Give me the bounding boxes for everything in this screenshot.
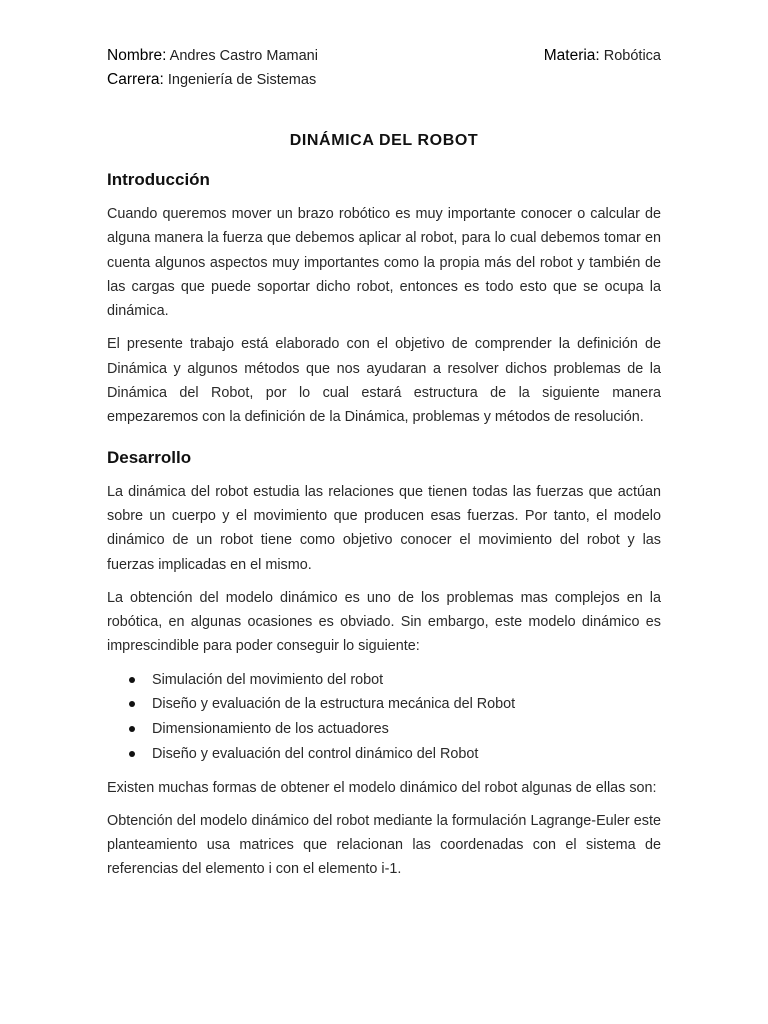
materia-value: Robótica	[599, 48, 661, 64]
bullet-text: Diseño y evaluación de la estructura mecánica del Robot	[152, 696, 516, 713]
bullet-dot-icon	[129, 751, 135, 757]
bullet-text: Diseño y evaluación del control dinámico del Robot	[152, 745, 479, 762]
bullet-dot-icon	[129, 726, 135, 732]
carrera-label: Carrera:	[107, 71, 164, 88]
materia-label: Materia:	[543, 47, 600, 64]
desarrollo-paragraph-3: Existen muchas formas de obtener el modelo dinámico del robot algunas de ellas son:	[107, 779, 657, 796]
document-title: DINÁMICA DEL ROBOT	[289, 132, 479, 149]
header-row-1	[107, 44, 661, 68]
intro-paragraph-2: El presente trabajo está elaborado con el objetivo de comprender la definición de Dinámica y algunos métodos que nos ayudaran a resolver dichos problemas de la Dinámica del Robot, por lo cual estará estructura de la siguiente manera empezaremos con la definición de la Dinámica, problemas y métodos de resolución.	[107, 336, 661, 426]
carrera-line	[107, 68, 316, 92]
bullet-item	[129, 668, 661, 693]
section-heading-introduccion: Introducción	[107, 170, 210, 189]
carrera-value: Ingeniería de Sistemas	[163, 72, 317, 88]
header-row-2	[107, 68, 661, 92]
nombre-line	[107, 44, 318, 68]
bullet-dot-icon	[129, 677, 135, 683]
materia-line	[544, 44, 661, 68]
requirements-bullet-list	[107, 668, 661, 767]
intro-paragraph-1: Cuando queremos mover un brazo robótico es muy importante conocer o calcular de alguna manera la fuerza que debemos aplicar al robot, para lo cual debemos tomar en cuenta algunos aspectos muy importantes como la propia más del robot y también de las cargas que puede soportar dicho robot, entonces es todo esto que se ocupa la dinámica.	[107, 206, 661, 320]
section-heading-desarrollo: Desarrollo	[107, 447, 192, 467]
bullet-item	[129, 742, 661, 767]
nombre-label: Nombre:	[107, 47, 167, 64]
desarrollo-paragraph-4: Obtención del modelo dinámico del robot mediante la formulación Lagrange-Euler este planteamiento usa matrices que relacionan las coordenadas con el sistema de referencias del elemento i con el elemento i-1.	[107, 812, 661, 878]
bullet-text: Simulación del movimiento del robot	[152, 671, 384, 688]
desarrollo-paragraph-2: La obtención del modelo dinámico es uno de los problemas mas complejos en la robótica, en algunas ocasiones es obviado. Sin embargo, este modelo dinámico es imprescindible para poder conseguir lo siguiente:	[107, 589, 661, 655]
desarrollo-paragraph-1: La dinámica del robot estudia las relaciones que tienen todas las fuerzas que actúan sobre un cuerpo y el movimiento que producen esas fuerzas. Por tanto, el modelo dinámico de un robot tiene como objetivo conocer el movimiento del robot y las fuerzas implicadas en el mismo.	[107, 483, 661, 573]
document-page	[107, 44, 661, 891]
bullet-text: Dimensionamiento de los actuadores	[152, 721, 389, 738]
bullet-dot-icon	[129, 701, 135, 707]
bullet-item	[129, 717, 661, 742]
bullet-item	[129, 692, 661, 717]
nombre-value: Andres Castro Mamani	[166, 48, 318, 64]
